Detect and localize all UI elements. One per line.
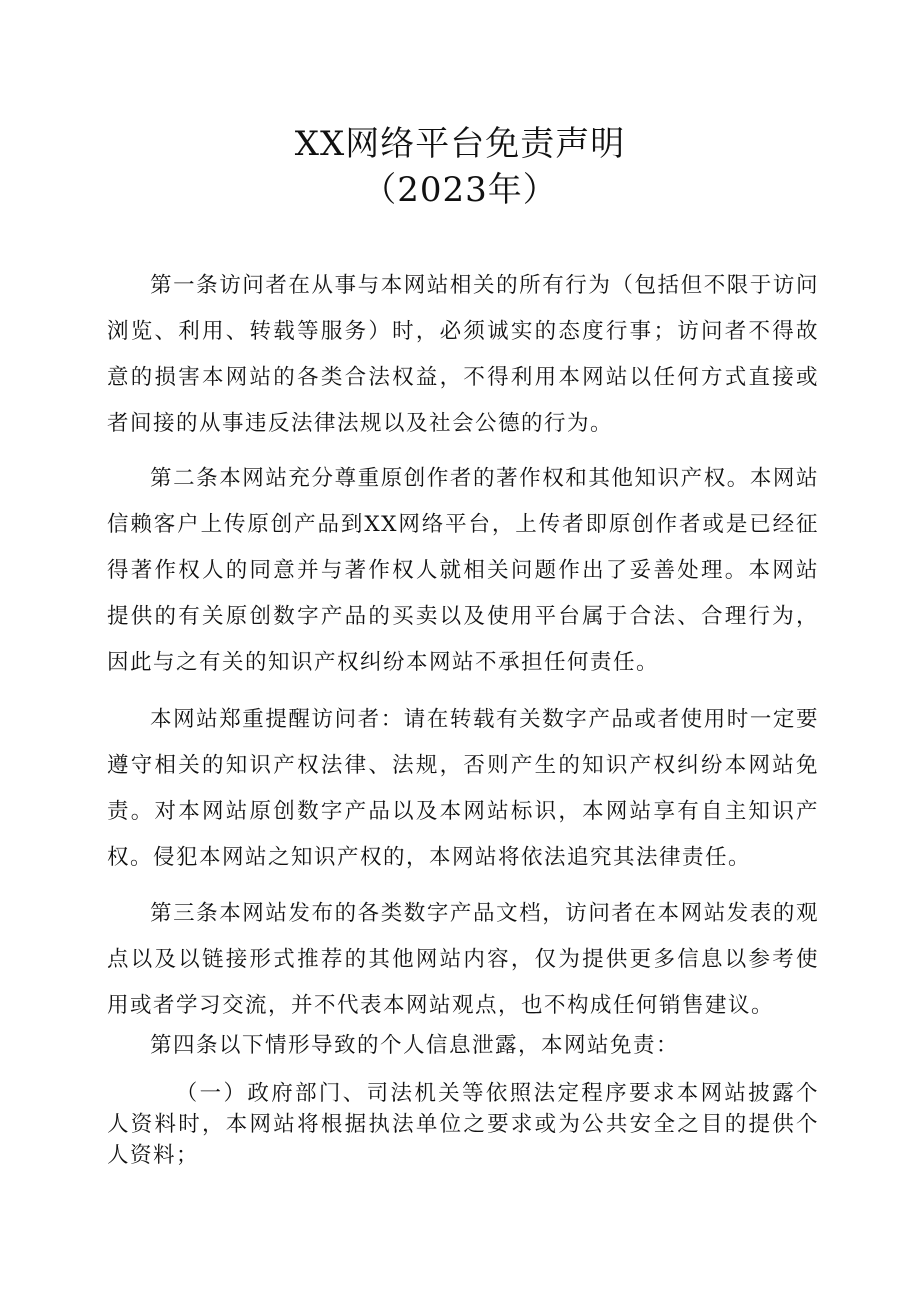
paragraph-reminder: 本网站郑重提醒访问者：请在转载有关数字产品或者使用时一定要遵守相关的知识产权法律、法规，否则产生的知识产权纠纷本网站免责。对本网站原创数字产品以及本网站标识，本网站享有自主知识产权。侵犯本网站之知识产权的，本网站将依法追究其法律责任。: [107, 707, 819, 870]
paragraph-article-3: 第三条本网站发布的各类数字产品文档，访问者在本网站发表的观点以及以链接形式推荐的其他网站内容，仅为提供更多信息以参考使用或者学习交流，并不代表本网站观点，也不构成任何销售建议。: [107, 901, 819, 1018]
document-title: XX网络平台免责声明: [294, 124, 626, 164]
paragraph-article-4: 第四条以下情形导致的个人信息泄露，本网站免责：: [150, 1033, 680, 1058]
paragraph-article-1: 第一条访问者在从事与本网站相关的所有行为（包括但不限于访问浏览、利用、转载等服务）时，必须诚实的态度行事；访问者不得故意的损害本网站的各类合法权益，不得利用本网站以任何方式直接或者间接的从事违反法律法规以及社会公德的行为。: [107, 273, 819, 436]
paragraph-item-1: （一）政府部门、司法机关等依照法定程序要求本网站披露个人资料时，本网站将根据执法单位之要求或为公共安全之目的提供个人资料；: [107, 1081, 819, 1168]
document-subtitle: （2023年）: [362, 170, 558, 210]
paragraph-article-2: 第二条本网站充分尊重原创作者的著作权和其他知识产权。本网站信赖客户上传原创产品到XX网络平台，上传者即原创作者或是已经征得著作权人的同意并与著作权人就相关问题作出了妥善处理。本网站提供的有关原创数字产品的买卖以及使用平台属于合法、合理行为，因此与之有关的知识产权纠纷本网站不承担任何责任。: [107, 466, 819, 675]
